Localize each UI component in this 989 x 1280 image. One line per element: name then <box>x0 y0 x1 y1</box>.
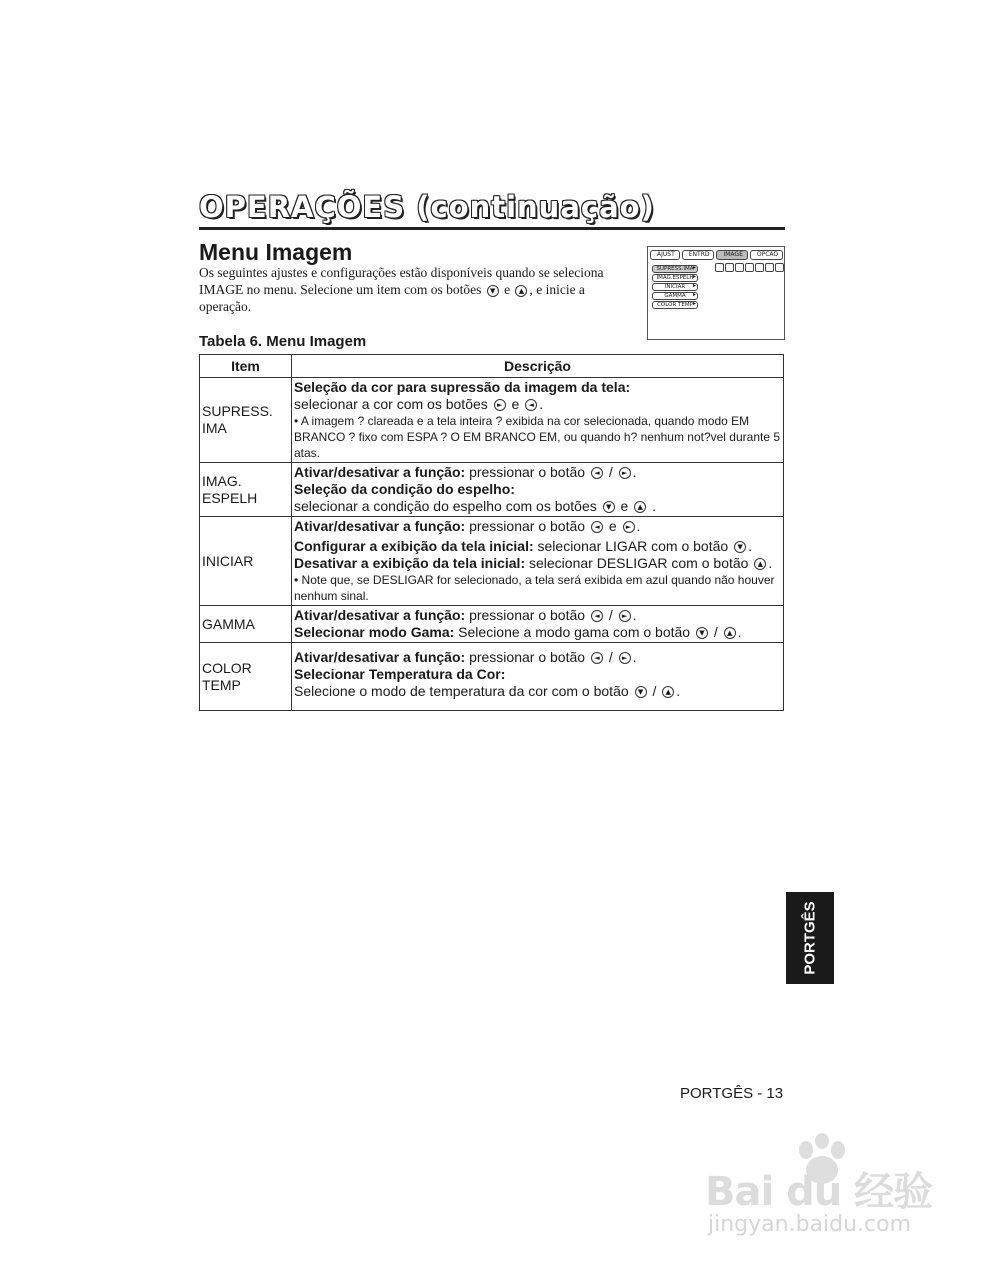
down-button-icon: ▼ <box>635 686 647 698</box>
osd-tab-entrd: ENTRD <box>682 250 715 260</box>
desc-heading: Selecionar Temperatura da Cor: <box>294 666 506 682</box>
right-button-icon: ► <box>623 521 635 533</box>
left-button-icon: ◄ <box>591 610 603 622</box>
osd-swatch <box>715 263 724 272</box>
right-button-icon: ► <box>494 399 506 411</box>
row-item-label: GAMMA <box>200 606 292 643</box>
desc-heading: Desativar a exibição da tela inicial: <box>294 555 526 571</box>
osd-tab-opcao: OPCAO <box>750 250 783 260</box>
osd-tab-ajust: AJUST <box>650 250 680 260</box>
page-footer: PORTGÊS - 13 <box>680 1085 784 1102</box>
header-item: Item <box>200 355 292 378</box>
row-description <box>292 517 784 606</box>
desc-heading: Ativar/desativar a função: <box>294 518 466 534</box>
image-menu-table <box>199 354 784 711</box>
osd-swatch <box>765 263 774 272</box>
osd-swatch <box>755 263 764 272</box>
desc-text: . <box>632 607 637 623</box>
desc-text: . <box>768 555 773 571</box>
osd-item-supress: SUPRESS.IMA ▸ <box>652 265 698 273</box>
desc-text: Selecione a modo gama com o botão <box>458 624 691 640</box>
row-item-label: SUPRESS. IMA <box>200 378 292 463</box>
desc-text: / <box>608 607 613 623</box>
row-item-label: INICIAR <box>200 517 292 606</box>
desc-text: / <box>652 683 657 699</box>
section-title: Menu Imagem <box>199 239 353 265</box>
desc-text: pressionar o botão <box>469 607 586 623</box>
desc-text: . <box>676 683 681 699</box>
table-row <box>200 643 784 711</box>
down-button-icon: ▼ <box>734 541 746 553</box>
desc-line <box>294 498 781 515</box>
down-button-icon: ▼ <box>487 285 499 297</box>
table-header-row <box>200 355 784 378</box>
watermark-logo-text: Bai du 经验 <box>705 1169 933 1215</box>
down-button-icon: ▼ <box>696 627 708 639</box>
intro-paragraph <box>199 264 639 315</box>
row-item-label: IMAG. ESPELH <box>200 463 292 517</box>
up-button-icon: ▲ <box>634 501 646 513</box>
row-item-label: COLOR TEMP <box>200 643 292 711</box>
osd-swatch <box>775 263 784 272</box>
desc-heading: Selecionar modo Gama: <box>294 624 455 640</box>
desc-text: pressionar o botão <box>469 649 586 665</box>
table-row <box>200 517 784 606</box>
osd-color-swatches <box>715 263 784 272</box>
desc-heading: Configurar a exibição da tela inicial: <box>294 538 534 554</box>
language-side-tab <box>786 892 834 984</box>
right-button-icon: ► <box>619 610 631 622</box>
desc-line <box>294 538 781 555</box>
table-caption: Tabela 6. Menu Imagem <box>199 333 367 350</box>
row-description <box>292 463 784 517</box>
up-button-icon: ▲ <box>724 627 736 639</box>
language-label: PORTGÊS <box>801 901 819 975</box>
desc-heading: Ativar/desativar a função: <box>294 464 466 480</box>
desc-text: . <box>632 649 637 665</box>
desc-text: . <box>652 498 656 514</box>
desc-text: / <box>713 624 718 640</box>
osd-item-list <box>652 265 698 309</box>
desc-line <box>294 518 781 535</box>
desc-text: Selecione o modo de temperatura da cor com o botão <box>294 683 629 699</box>
desc-line <box>294 649 781 666</box>
intro-conjunction: e <box>504 282 511 297</box>
right-button-icon: ► <box>619 652 631 664</box>
header-desc: Descrição <box>292 355 784 378</box>
desc-line <box>294 683 781 700</box>
table-row <box>200 378 784 463</box>
down-button-icon: ▼ <box>603 501 615 513</box>
desc-text: selecionar a condição do espelho com os botões <box>294 498 597 514</box>
title-divider <box>199 227 785 230</box>
table-row <box>200 606 784 643</box>
page-title: OPERAÇÕES (continuação) <box>199 190 655 224</box>
osd-item-colortemp: COLOR TEMP ▸ <box>652 301 698 309</box>
up-button-icon: ▲ <box>515 285 527 297</box>
desc-text: / <box>608 464 613 480</box>
desc-note: • Note que, se DESLIGAR for selecionado, a tela será exibida em azul quando não houver nenhum sinal. <box>294 573 775 603</box>
desc-text: . <box>636 518 641 534</box>
desc-heading: Seleção da condição do espelho: <box>294 481 515 497</box>
up-button-icon: ▲ <box>754 558 766 570</box>
desc-line <box>294 607 781 624</box>
osd-menu-thumbnail <box>647 246 785 340</box>
osd-tab-image: IMAGE <box>716 250 747 260</box>
desc-text: . <box>737 624 742 640</box>
osd-swatch <box>745 263 754 272</box>
desc-text: . <box>632 464 637 480</box>
intro-text-1: Os seguintes ajustes e configurações estão disponíveis quando se seleciona IMAGE no menu. Selecione um item com os botões <box>199 265 604 297</box>
left-button-icon: ◄ <box>591 652 603 664</box>
osd-swatch <box>735 263 744 272</box>
desc-line <box>294 396 781 413</box>
desc-text: pressionar o botão <box>469 464 586 480</box>
desc-text: . <box>539 396 544 412</box>
watermark-url: jingyan.baidu.com <box>708 1212 912 1237</box>
osd-tabs <box>650 250 783 260</box>
desc-line <box>294 624 781 641</box>
desc-text: e <box>608 518 617 534</box>
desc-heading: Seleção da cor para supressão da imagem da tela: <box>294 379 631 395</box>
desc-heading: Ativar/desativar a função: <box>294 649 466 665</box>
intro-text-2: , e inicie a operação. <box>199 282 585 314</box>
desc-line <box>294 555 781 572</box>
osd-swatch <box>725 263 734 272</box>
desc-text: / <box>608 649 613 665</box>
left-button-icon: ◄ <box>591 521 603 533</box>
desc-text: . <box>748 538 752 554</box>
left-button-icon: ◄ <box>591 467 603 479</box>
up-button-icon: ▲ <box>662 686 674 698</box>
right-button-icon: ► <box>619 467 631 479</box>
desc-text: e <box>620 498 629 514</box>
row-description <box>292 606 784 643</box>
left-button-icon: ◄ <box>525 399 537 411</box>
baidu-watermark <box>700 1132 950 1252</box>
desc-text: pressionar o botão <box>469 518 586 534</box>
desc-line <box>294 464 781 481</box>
osd-item-espelh: IMAG.ESPELH ▸ <box>652 274 698 282</box>
desc-text: e <box>511 396 520 412</box>
desc-heading: Ativar/desativar a função: <box>294 607 466 623</box>
table-row <box>200 463 784 517</box>
row-description <box>292 378 784 463</box>
desc-note: • A imagem ? clareada e a tela inteira ? exibida na cor selecionada, quando modo EM BRANCO ? fixo com ESPA ? O EM BRANCO EM, ou quando h? nenhum not?vel durante 5 atas. <box>294 414 781 460</box>
desc-text: selecionar DESLIGAR com o botão <box>529 555 749 571</box>
osd-item-iniciar: INICIAR ▸ <box>652 283 698 291</box>
desc-text: selecionar a cor com os botões <box>294 396 488 412</box>
row-description <box>292 643 784 711</box>
osd-item-gamma: GAMMA ▸ <box>652 292 698 300</box>
desc-text: selecionar LIGAR com o botão <box>537 538 729 554</box>
